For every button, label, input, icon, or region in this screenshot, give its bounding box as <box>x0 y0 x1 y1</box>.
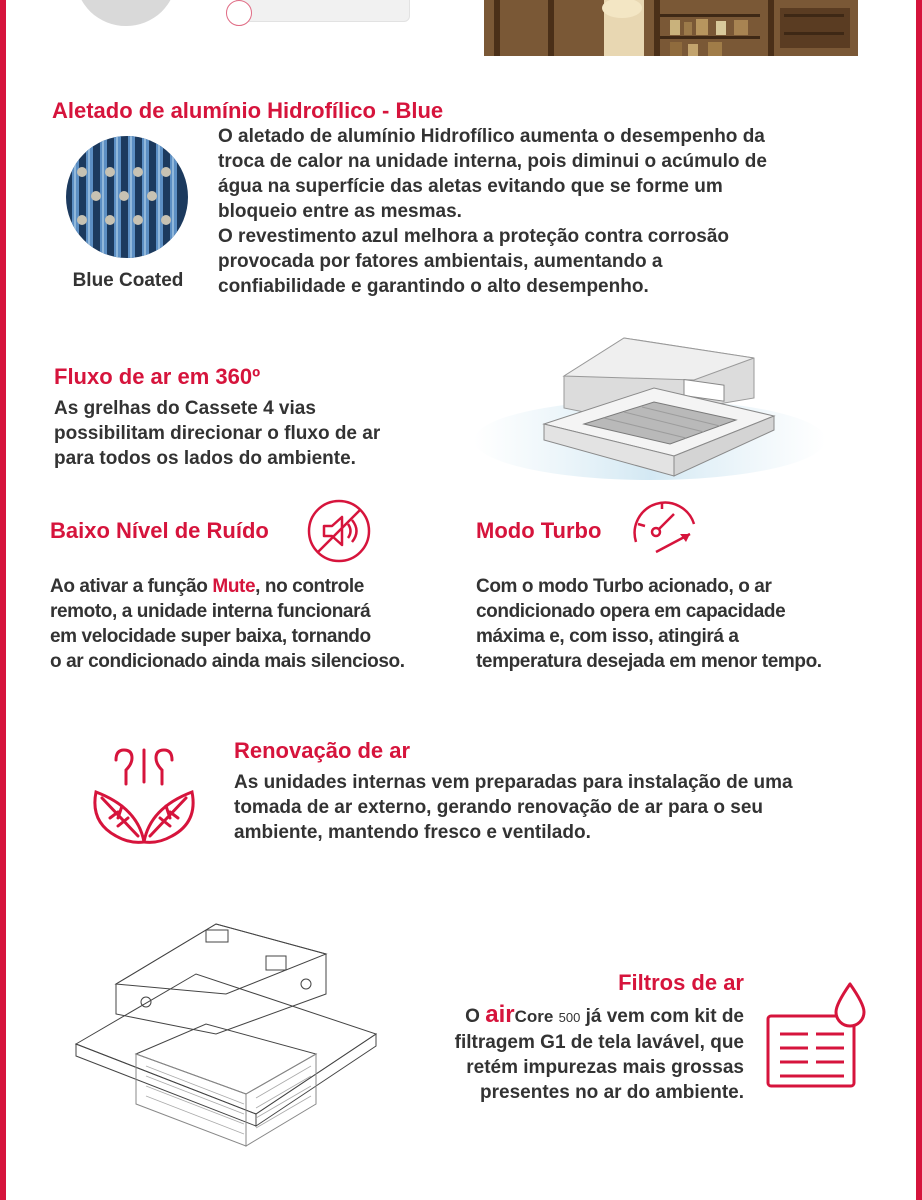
airflow-description <box>54 396 454 471</box>
renewal-line: As unidades internas vem preparadas para instalação de uma <box>234 772 793 793</box>
top-feature-circle <box>76 0 176 26</box>
turbo-title: Modo Turbo <box>476 518 602 543</box>
brand-core: Core <box>514 1007 554 1026</box>
filter-water-icon <box>764 980 868 1090</box>
airflow-line: possibilitam direcionar o fluxo de ar <box>54 423 381 444</box>
blue-coated-caption: Blue Coated <box>72 270 184 291</box>
noise-description <box>50 574 450 674</box>
hydro-line: O revestimento azul melhora a proteção contra corrosão <box>218 226 730 247</box>
top-device-image <box>236 0 410 22</box>
mute-speaker-icon <box>304 496 374 566</box>
turbo-line: Com o modo Turbo acionado, o ar <box>476 576 772 597</box>
noise-line: em velocidade super baixa, tornando <box>50 626 371 647</box>
filters-line: presentes no ar do ambiente. <box>480 1082 744 1103</box>
blue-coil-image <box>66 136 188 258</box>
cassette-unit-outline-image <box>66 914 386 1164</box>
turbo-description <box>476 574 896 674</box>
airflow-line: para todos os lados do ambiente. <box>54 448 356 469</box>
page-frame-right <box>916 0 922 1200</box>
noise-line: o ar condicionado ainda mais silencioso. <box>50 651 405 672</box>
hydro-description <box>218 124 858 299</box>
fresh-air-leaves-icon <box>88 742 200 846</box>
speedometer-icon <box>626 494 706 564</box>
filters-description <box>404 1002 744 1105</box>
renewal-line: ambiente, mantendo fresco e ventilado. <box>234 822 591 843</box>
hydro-line: bloqueio entre as mesmas. <box>218 201 462 222</box>
page-frame-left <box>0 0 6 1200</box>
turbo-line: máxima e, com isso, atingirá a <box>476 626 739 647</box>
renewal-title: Renovação de ar <box>234 738 411 763</box>
noise-line: Ao ativar a função Mute, no controle <box>50 576 364 597</box>
noise-title: Baixo Nível de Ruído <box>50 518 269 543</box>
airflow-line: As grelhas do Cassete 4 vias <box>54 398 316 419</box>
mute-highlight: Mute <box>212 576 256 597</box>
noise-line: remoto, a unidade interna funcionará <box>50 601 371 622</box>
room-photo <box>484 0 858 56</box>
filters-line: O airCore 500 já vem com kit de <box>465 1001 744 1028</box>
brand-model: 500 <box>558 1010 581 1025</box>
turbo-line: temperatura desejada em menor tempo. <box>476 651 822 672</box>
hydro-title: Aletado de alumínio Hidrofílico - Blue <box>52 98 444 123</box>
hydro-line: troca de calor na unidade interna, pois diminui o acúmulo de <box>218 151 767 172</box>
renewal-line: tomada de ar externo, gerando renovação de ar para o seu <box>234 797 764 818</box>
airflow-title: Fluxo de ar em 360º <box>54 364 261 389</box>
hydro-line: confiabilidade e garantindo o alto desempenho. <box>218 276 649 297</box>
brand-air: air <box>485 1001 515 1028</box>
cassette-unit-image <box>474 328 826 506</box>
filters-line: retém impurezas mais grossas <box>466 1057 744 1078</box>
filters-line: filtragem G1 de tela lavável, que <box>454 1032 744 1053</box>
turbo-line: condicionado opera em capacidade <box>476 601 786 622</box>
hydro-line: provocada por fatores ambientais, aumentando a <box>218 251 663 272</box>
renewal-description <box>234 770 874 845</box>
hydro-line: O aletado de alumínio Hidrofílico aumenta o desempenho da <box>218 126 765 147</box>
filters-title: Filtros de ar <box>618 970 744 995</box>
hydro-line: água na superfície das aletas evitando que se forme um <box>218 176 723 197</box>
top-pin-icon <box>226 0 252 26</box>
